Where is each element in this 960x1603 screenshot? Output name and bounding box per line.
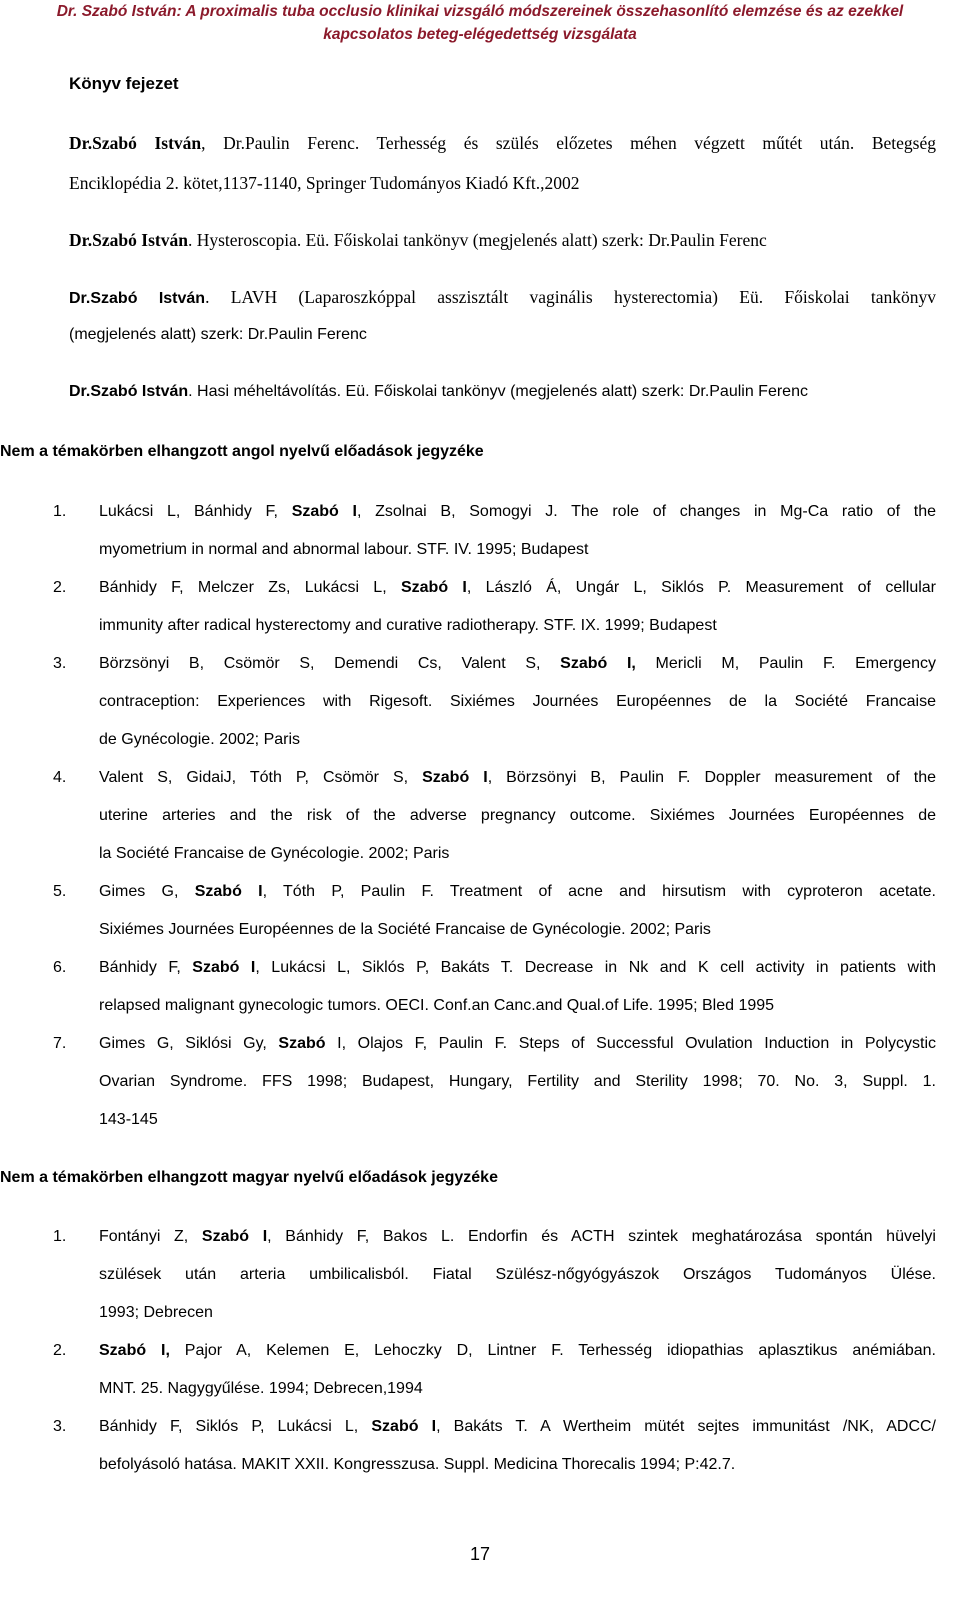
english-item-5-line-1 xyxy=(99,883,936,901)
chapter-entry-1-author: Dr.Szabó István xyxy=(69,133,202,153)
english-item-4-number: 4. xyxy=(53,769,67,786)
english-item-6-text: , Lukácsi L, Siklós P, Bakáts T. Decrease in Nk and K cell activity in patients with xyxy=(255,959,937,976)
english-item-1-authors: Lukácsi L, Bánhidy F, xyxy=(99,503,292,520)
english-item-5-number: 5. xyxy=(53,883,67,900)
hungarian-item-1-highlight: Szabó I xyxy=(201,1228,268,1245)
english-item-5-authors: Gimes G, xyxy=(99,883,195,900)
english-item-6-authors: Bánhidy F, xyxy=(99,959,193,976)
page-number: 17 xyxy=(469,1544,491,1564)
english-item-7-authors: Gimes G, Siklósi Gy, xyxy=(99,1035,279,1052)
hungarian-item-3-text: , Bakáts T. A Wertheim mütét sejtes immunitást /NK, ADCC/ xyxy=(436,1418,937,1435)
english-item-5-text: , Tóth P, Paulin F. Treatment of acne and hirsutism with cyproteron acetate. xyxy=(262,883,936,900)
english-item-2-highlight: Szabó I xyxy=(400,579,467,596)
english-item-2-number: 2. xyxy=(53,579,67,596)
english-item-3-line-3: de Gynécologie. 2002; Paris xyxy=(99,731,301,748)
hungarian-item-1-number: 1. xyxy=(53,1228,67,1245)
english-item-4-highlight: Szabó I xyxy=(422,769,488,786)
english-item-6-line-2: relapsed malignant gynecologic tumors. OECI. Conf.an Canc.and Qual.of Life. 1995; Bled 1995 xyxy=(99,997,775,1014)
running-header-line-1: Dr. Szabó István: A proximalis tuba occlusio klinikai vizsgáló módszereinek összehasonlító elemzése és az ezekkel xyxy=(56,3,904,20)
english-item-1-number: 1. xyxy=(53,503,67,520)
hungarian-item-2-highlight: Szabó I, xyxy=(99,1342,170,1359)
running-header xyxy=(0,0,960,46)
hungarian-item-1-authors: Fontányi Z, xyxy=(99,1228,202,1245)
chapter-entry-3-author: Dr.Szabó István xyxy=(69,290,206,307)
english-item-5-line-2: Sixiémes Journées Européennes de la Société Francaise de Gynécologie. 2002; Paris xyxy=(99,921,711,938)
english-item-1-line-2: myometrium in normal and abnormal labour. STF. IV. 1995; Budapest xyxy=(99,541,589,558)
english-item-2-line-2: immunity after radical hysterectomy and curative radiotherapy. STF. IX. 1999; Budapest xyxy=(99,617,717,634)
english-item-4-authors: Valent S, GidaiJ, Tóth P, Csömör S, xyxy=(99,769,423,786)
english-item-3-text: Mericli M, Paulin F. Emergency xyxy=(635,655,937,672)
chapter-entry-4 xyxy=(69,383,808,401)
hungarian-item-1-line-2: szülések után arteria umbilicalisból. Fiatal Szülész-nőgyógyászok Országos Tudományos Ülése. xyxy=(99,1266,936,1283)
running-header-line-2: kapcsolatos beteg-elégedettség vizsgálata xyxy=(323,26,637,43)
english-item-7-number: 7. xyxy=(53,1035,67,1052)
chapter-entry-3-line-2: (megjelenés alatt) szerk: Dr.Paulin Ferenc xyxy=(69,326,367,343)
hungarian-item-3-authors: Bánhidy F, Siklós P, Lukácsi L, xyxy=(99,1418,372,1435)
hungarian-item-2-line-2: MNT. 25. Nagygyűlése. 1994; Debrecen,1994 xyxy=(99,1380,423,1397)
english-item-3-line-2: contraception: Experiences with Rigesoft. Sixiémes Journées Européennes de la Société Francaise xyxy=(99,693,936,710)
english-item-7-text: I, Olajos F, Paulin F. Steps of Successful Ovulation Induction in Polycystic xyxy=(325,1035,936,1052)
english-item-4-line-2: uterine arteries and the risk of the adverse pregnancy outcome. Sixiémes Journées Européennes de xyxy=(99,807,936,824)
chapter-entry-3-text: . LAVH (Laparoszkóppal asszisztált vaginális hysterectomia) Eü. Főiskolai tankönyv xyxy=(205,287,936,307)
section-heading-book-chapter: Könyv fejezet xyxy=(69,74,179,93)
chapter-entry-3-line-1 xyxy=(69,287,936,308)
english-item-6-number: 6. xyxy=(53,959,67,976)
section-heading-english-talks: Nem a témakörben elhangzott angol nyelvű előadások jegyzéke xyxy=(0,443,484,460)
hungarian-item-3-line-1 xyxy=(99,1418,936,1436)
chapter-entry-2-text: . Hysteroscopia. Eü. Főiskolai tankönyv (megjelenés alatt) szerk: Dr.Paulin Ferenc xyxy=(187,230,767,250)
english-item-6-highlight: Szabó I xyxy=(192,959,256,976)
hungarian-item-1-text: , Bánhidy F, Bakos L. Endorfin és ACTH szintek meghatározása spontán hüvelyi xyxy=(267,1228,936,1245)
english-item-7-line-1 xyxy=(99,1035,936,1053)
english-item-7-line-2: Ovarian Syndrome. FFS 1998; Budapest, Hungary, Fertility and Sterility 1998; 70. No. 3, Suppl. 1. xyxy=(99,1073,936,1090)
hungarian-item-3-highlight: Szabó I xyxy=(371,1418,437,1435)
english-item-3-number: 3. xyxy=(53,655,67,672)
chapter-entry-2 xyxy=(69,230,767,251)
english-item-3-authors: Börzsönyi B, Csömör S, Demendi Cs, Valent S, xyxy=(99,655,561,672)
english-item-1-text: , Zsolnai B, Somogyi J. The role of changes in Mg-Ca ratio of the xyxy=(356,503,937,520)
chapter-entry-4-text: . Hasi méheltávolítás. Eü. Főiskolai tankönyv (megjelenés alatt) szerk: Dr.Paulin Ferenc xyxy=(188,383,808,400)
english-item-1-line-1 xyxy=(99,503,936,521)
chapter-entry-1-text: , Dr.Paulin Ferenc. Terhesség és szülés előzetes méhen végzett műtét után. Betegség xyxy=(201,133,936,153)
english-item-7-line-3: 143-145 xyxy=(99,1111,158,1128)
english-item-4-text: , Börzsönyi B, Paulin F. Doppler measurement of the xyxy=(487,769,936,786)
english-item-3-highlight: Szabó I, xyxy=(560,655,636,672)
english-item-3-line-1 xyxy=(99,655,936,673)
english-item-4-line-1 xyxy=(99,769,936,787)
hungarian-item-2-number: 2. xyxy=(53,1342,67,1359)
english-item-7-highlight: Szabó xyxy=(278,1035,326,1052)
hungarian-item-1-line-3: 1993; Debrecen xyxy=(99,1304,213,1321)
english-item-6-line-1 xyxy=(99,959,936,977)
chapter-entry-2-author: Dr.Szabó István xyxy=(69,230,188,250)
hungarian-item-2-line-1 xyxy=(99,1342,936,1360)
english-item-2-text: , László Á, Ungár L, Siklós P. Measurement of cellular xyxy=(466,579,937,596)
hungarian-item-1-line-1 xyxy=(99,1228,936,1246)
chapter-entry-1-line-2: Enciklopédia 2. kötet,1137-1140, Springer Tudományos Kiadó Kft.,2002 xyxy=(69,173,580,193)
section-heading-hungarian-talks: Nem a témakörben elhangzott magyar nyelvű előadások jegyzéke xyxy=(0,1169,498,1186)
english-item-4-line-3: la Société Francaise de Gynécologie. 2002; Paris xyxy=(99,845,450,862)
english-item-2-authors: Bánhidy F, Melczer Zs, Lukácsi L, xyxy=(99,579,401,596)
chapter-entry-1-line-1 xyxy=(69,133,936,154)
hungarian-item-3-line-2: befolyásoló hatása. MAKIT XXII. Kongresszusa. Suppl. Medicina Thorecalis 1994; P:42.7. xyxy=(99,1456,736,1473)
english-item-2-line-1 xyxy=(99,579,936,597)
hungarian-item-3-number: 3. xyxy=(53,1418,67,1435)
english-item-5-highlight: Szabó I xyxy=(194,883,263,900)
chapter-entry-4-author: Dr.Szabó István xyxy=(69,383,189,400)
english-item-1-highlight: Szabó I xyxy=(291,503,357,520)
hungarian-item-2-text: Pajor A, Kelemen E, Lehoczky D, Lintner F. Terhesség idiopathias aplasztikus anémiában. xyxy=(169,1342,937,1359)
